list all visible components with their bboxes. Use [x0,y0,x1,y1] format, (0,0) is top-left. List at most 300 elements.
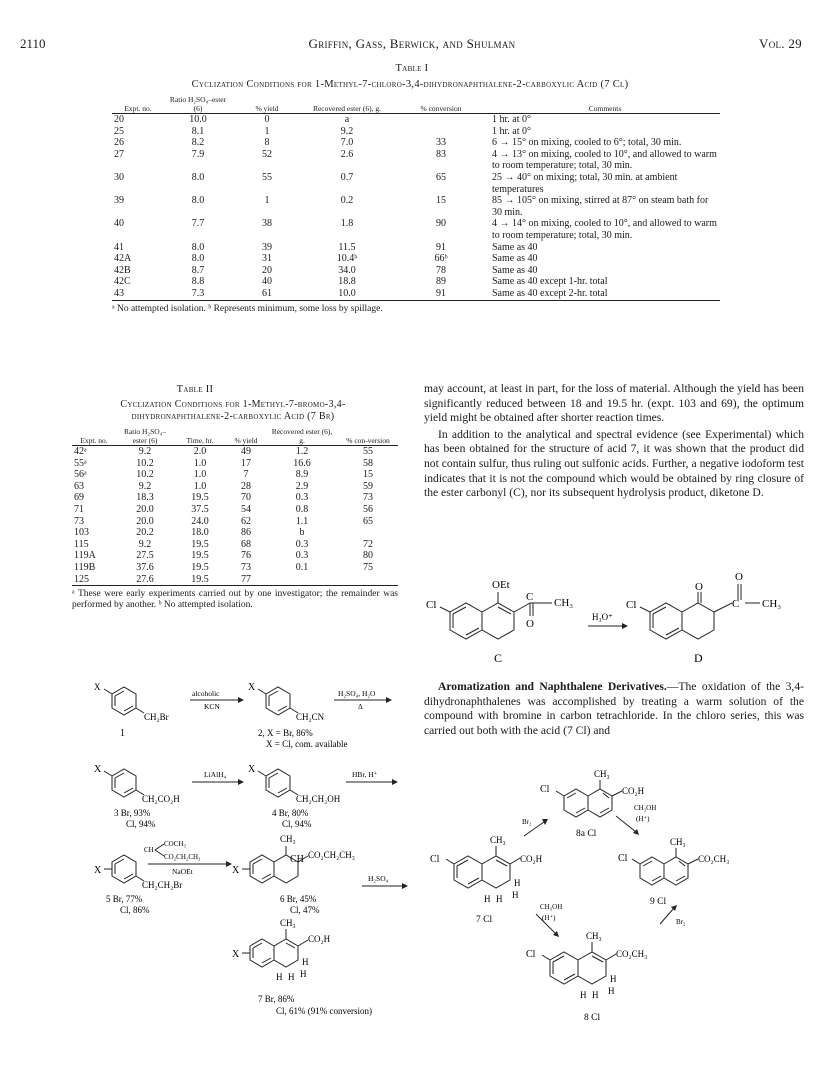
table1-header-expt: Expt. no. [124,104,152,113]
table1-row-cell: 91 [436,287,446,299]
table1-row-cell: 31 [262,253,272,265]
s7cl-cl: Cl [430,854,440,865]
arrowhead-3 [238,779,244,785]
table1-row-cell: 34.0 [338,264,356,276]
reagent-h-a: (H⁺) [542,914,556,922]
table1-title: Cyclization Conditions for 1-Methyl-7-chloro-3,4-dihydronaphthalene-2-carboxylic Acid (7 Cl) [191,79,629,90]
reagent-1-top: alcoholic [192,689,220,698]
s3-x: X [94,764,102,775]
label-7a: 7 Br, 86% [258,994,295,1004]
table1-row-cell: 18.8 [338,276,356,288]
table2-row-cell: 69 [74,492,84,504]
table2-row-cell: 54 [241,503,251,515]
table1-row-cell: 85 → 105° on mixing, stirred at 87° on steam bath for 30 min. [492,195,709,218]
running-header-volume: Vol. 29 [759,36,802,51]
body-text-section [424,680,804,738]
reagent-6: H₂SO₄ [368,874,389,883]
table2-row [72,492,398,504]
table1-row-cell: 90 [436,218,446,230]
table2-row-cell: 9.2 [138,446,152,457]
table2-row-cell: 17 [241,457,251,469]
table2-row-cell: 56 [363,503,373,515]
paragraph-3: —The oxidation of the 3,4-dihydronaphthalenes was accomplished by treating a warm solution of the compound with bromine in carbon tetrachloride. In the chloro series, this was carried out both with the acid (7 Cl) and [424,680,804,737]
table2-row-cell: 80 [363,550,373,562]
table2-row [72,574,398,586]
table2-row-cell: 19.5 [191,573,209,585]
table2-row [72,469,398,481]
table1-row-cell [392,114,490,126]
table1-row-cell: 10.0 [338,287,356,299]
table1-row-cell: 83 [436,148,446,160]
table2-row-cell: 1.1 [295,515,309,527]
table2-row-cell: 86 [241,527,251,539]
table2-row-cell: 37.5 [191,503,209,515]
table2-row-cell [338,574,398,586]
table2-row-cell: 73 [363,492,373,504]
s7-h3: H [276,972,283,982]
s5-ch2ch2br: CH₂CH₂Br [142,880,183,890]
table2-row-cell: 19.5 [191,561,209,573]
table2-row-cell: 119A [74,550,96,562]
table2-row [72,516,398,528]
table2-row-cell: 55ᵃ [74,457,87,469]
table1-row-cell: 55 [262,171,272,183]
table1-row-cell: 0 [264,114,270,125]
reagent-ch3oh-b: CH₃OH [634,804,657,812]
table1-row-cell: 40 [262,276,272,288]
label-8-cl: 8 Cl [584,1013,601,1023]
table1-header-comments: Comments [588,104,622,113]
table1-row-cell: 10.4ᵇ [336,253,358,265]
table2-row-cell: 2.9 [295,480,309,492]
reagent-h-b: (H⁺) [636,815,650,823]
table2-row-cell: 16.6 [293,457,311,469]
s1-x: X [94,682,101,692]
table1-row-cell: Same as 40 [492,253,538,265]
s7cl-co2h: CO₂H [520,854,543,864]
label-4b: Cl, 94% [282,819,312,829]
table1-header-conversion: % conversion [420,104,462,113]
table2-row-cell: 70 [241,492,251,504]
synthesis-scheme [94,676,420,1036]
table1-row-cell: 11.5 [338,241,356,253]
label-3b: Cl, 94% [126,819,156,829]
table1-row-cell: 8.0 [191,195,205,207]
reagent-5-base: NaOEt [172,867,193,876]
running-header-authors: Griffin, Gass, Berwick, and Shulman [308,36,516,51]
table2-row [72,562,398,574]
s9-cl: Cl [618,853,628,864]
table2-grid [72,427,398,586]
reagent-1-bottom: KCN [204,702,220,711]
table2-header-expt: Expt. no. [80,436,108,445]
reagent-5-bond-a [155,844,164,850]
table2-label: Table II [176,384,214,395]
table1-row-cell: 8 [264,137,270,149]
aromatization-scheme [424,764,816,1034]
table2-row-cell: 1.0 [193,457,207,469]
s7-x: X [232,949,240,960]
table1-row-cell: 25 → 40° on mixing; total, 30 min. at ambient temperatures [492,171,678,195]
label-9: 9 Cl [650,897,667,907]
table1-row-cell: 26 [114,137,124,149]
table1-row-cell: 25 [114,125,124,137]
table2-row-cell [338,527,398,539]
table2-header-time: Time, hr. [186,436,214,445]
table1-row-cell: a [344,114,350,125]
table2-row-cell: 18.3 [136,492,154,504]
table1-row-cell: 0.7 [340,171,354,183]
arrow-8a-to-9 [616,816,636,832]
structure-c [440,592,552,639]
s8a-cl: Cl [540,784,550,795]
table1-row-cell: 91 [436,241,446,253]
arrowhead-2 [386,697,392,703]
table1-row-cell: 10.0 [189,114,207,125]
table2-row-cell: 59 [363,480,373,492]
s8-h3: H [580,990,587,1000]
table2-row-cell: 10.2 [136,457,154,469]
body-text-top [424,382,804,501]
structure-8a [556,780,622,817]
c-ch3-label: CH₃ [554,597,574,609]
table1-row-cell: 1 hr. at 0° [492,125,531,137]
table2-row-cell: 20.0 [136,503,154,515]
s7cl-h4: H [496,894,503,904]
reagent-h3o: H₃O⁺ [592,612,613,622]
table2-row-cell: 1.0 [193,469,207,481]
table1-row-cell: 20 [114,114,124,125]
s9-co2ch3: CO₂CH₃ [698,854,730,864]
arrowhead-7-to-8a [542,819,548,825]
s6-x: X [232,865,240,876]
s7cl-h1: H [514,878,521,888]
table2-row-cell: 68 [241,538,251,550]
table2-header-conversion: % con-version [346,436,390,445]
table1-row [112,276,720,288]
table2-row-cell: 63 [74,480,84,492]
table2-row-cell: 75 [363,561,373,573]
table2-row [72,446,398,458]
table1 [112,95,720,315]
structure-1 [104,687,144,715]
table1-row [112,242,720,254]
table1-row-cell: 9.2 [340,125,354,137]
table2-row-cell: 37.6 [136,561,154,573]
d-o-label-1: O [695,581,703,593]
reagent-br2-a: Br₂ [522,818,532,826]
table2-row-cell: 0.3 [295,550,309,562]
table1-row-cell: 41 [114,241,124,253]
label-5b: Cl, 86% [120,905,150,915]
s8-cl: Cl [526,949,536,960]
s8-ch3: CH₃ [586,931,602,941]
table2-row-cell: 72 [363,538,373,550]
reagent-5b: CO₂CH₂CH₃ [164,853,201,861]
table1-row-cell: 42C [114,276,131,288]
s6-o: CH [290,854,304,865]
table1-row-cell: 8.2 [191,137,205,149]
table1-row-cell: 7.9 [191,148,205,160]
label-8a: 8a Cl [576,829,597,839]
table2-row-cell: 119B [74,561,96,573]
table2-row-cell: 103 [74,527,89,539]
table2-row-cell: 58 [363,457,373,469]
table1-row-cell: 8.1 [191,125,205,137]
label-5a: 5 Br, 77% [106,894,143,904]
reagent-5a: COCH₃ [164,840,186,848]
label-7b: Cl, 61% (91% conversion) [276,1006,372,1016]
table1-footnote: ᵃ No attempted isolation. ᵇ Represents minimum, some loss by spillage. [112,303,383,314]
paragraph-1: may account, at least in part, for the loss of material. Although the yield has been significantly reduced between 18 and 19.5 hr. (expt. 103 and 69), the optimum yield might be obtained after shorter reaction times. [424,382,804,425]
scheme-c-to-d [420,560,810,675]
table1-row-cell: Same as 40 except 2-hr. total [492,287,608,299]
arrowhead-c-to-d [622,623,628,629]
table1-row-cell: 0.2 [340,195,354,207]
d-ch3-label: CH₃ [762,598,782,610]
structure-2 [258,687,298,715]
reagent-5-bond-b [155,850,164,856]
table1-row-cell: Same as 40 except 1-hr. total [492,276,608,288]
s6-ch3: CH₃ [280,834,296,844]
table1-row [112,288,720,300]
table2-row-cell: 42ᵃ [74,446,87,457]
table1-row-cell: 78 [436,264,446,276]
table2-row-cell: 0.1 [295,561,309,573]
table2-row-cell: 76 [241,550,251,562]
table2-row [72,527,398,539]
table2-row-cell: 0.3 [295,492,309,504]
d-carbon-label: C [732,598,740,610]
table1-row-cell: 8.7 [191,264,205,276]
table2-row-cell: 0.8 [295,503,309,515]
s7cl-h2: H [512,890,519,900]
table2-row-cell: 19.5 [191,550,209,562]
reagent-2-top: H₂SO₄, H₂O [338,689,376,698]
table2-row-cell: 9.2 [138,538,152,550]
table1-grid [112,95,720,301]
table2-row [72,458,398,470]
table1-row-cell: 1 [264,195,270,207]
table2-row-cell: 20.0 [136,515,154,527]
table1-row-cell: 7.3 [191,287,205,299]
table1-row-cell: 1.8 [340,218,354,230]
table1-row-cell: 15 [436,195,446,207]
s9-ch3: CH₃ [670,837,686,847]
s7cl-ch3: CH₃ [490,835,506,845]
s7-h4: H [288,972,295,982]
s5-x: X [94,865,102,876]
table1-row-cell: 42A [114,253,132,265]
table2-row-cell: 1.2 [295,446,309,457]
s8-co2ch3: CO₂CH₃ [616,949,648,959]
table1-row-cell: 65 [436,171,446,183]
arrowhead-1 [238,697,244,703]
table2-row [72,539,398,551]
table2-row-cell: 71 [74,503,84,515]
table1-row-cell: 7.7 [191,218,205,230]
s8a-co2h: CO₂H [622,786,645,796]
table2-header-ratio: Ratio H₂SO₄–ester (6) [123,427,167,445]
label-2b: X = Cl, com. available [266,739,348,749]
c-o-label: O [526,618,534,630]
reagent-3: LiAlH₄ [204,770,227,779]
arrow-8-to-9 [660,908,674,924]
table1-row [112,137,720,149]
table2-row-cell: 115 [74,538,89,550]
table1-header-recovered: Recovered ester (6), g. [312,104,382,113]
table2-row-cell [266,574,338,586]
arrowhead-6 [402,883,408,889]
table1-row-cell: 30 [114,171,124,183]
s7cl-h3: H [484,894,491,904]
d-o-label-2: O [735,571,743,583]
arrowhead-4 [392,779,398,785]
table1-row-cell: 4 → 14° on mixing, cooled to 10°, and allowed to warm to room temperature; total, 30 min. [492,218,717,241]
structure-7-cl [446,846,520,888]
structure-8-cl [542,942,616,984]
table1-row-cell: 8.0 [191,171,205,183]
reagent-ch3oh-a: CH₃OH [540,903,563,911]
structure-3 [104,769,144,797]
s7-co2h: CO₂H [308,934,331,944]
table2-row [72,481,398,493]
table1-row-cell: 61 [262,287,272,299]
table2-row-cell: 73 [74,515,84,527]
page-number: 2110 [20,36,46,51]
table1-row-cell: Same as 40 [492,264,538,276]
table1-row [112,253,720,265]
table2-row-cell: 28 [241,480,251,492]
table1-row-cell: 39 [262,241,272,253]
table2-row-cell: 9.2 [138,480,152,492]
table1-row-cell: 33 [436,137,446,149]
table2-row-cell: 125 [74,573,89,585]
s8-h1: H [610,974,617,984]
structure-7 [242,929,308,967]
table2-row-cell: 19.5 [191,538,209,550]
structure-4 [258,769,298,797]
table1-row-cell: 2.6 [340,148,354,160]
table2-row-cell: 18.0 [191,527,209,539]
table1-row [112,126,720,138]
reagent-4: HBr, H⁺ [352,770,378,779]
table2-row-cell: 62 [241,515,251,527]
table2-row-cell: 27.5 [136,550,154,562]
c-carbon-label: C [526,591,534,603]
table2-row-cell: 77 [241,573,251,585]
table1-row [112,149,720,172]
table1-row-cell: 39 [114,195,124,207]
table1-header-yield: % yield [255,104,279,113]
s7-h2: H [300,969,307,979]
table1-row-cell: 1 hr. at 0° [492,114,531,125]
table1-row-cell: 4 → 13° on mixing, cooled to 10°, and allowed to warm to room temperature; total, 30 min. [492,148,717,172]
table1-row-cell: 8.0 [191,253,205,265]
reagent-br2-b: Br₂ [676,918,686,926]
table2-row-cell: 55 [363,446,373,457]
paragraph-2: In addition to the analytical and spectral evidence (see Experimental) which has been obtained for the structure of acid 7, it was shown that the product did not contain sulfur, thus ruling out sulfonic acids. Further, a negative iodoform test indicates that it is not the compound which would be obtained by ring closure of the ester carbonyl (C), nor its subsequent hydrolysis product, diketone D. [424,427,804,500]
s2-x: X [248,682,256,693]
s7-ch3: CH₃ [280,918,296,928]
table1-row-cell: 8.8 [191,276,205,288]
table2-row-cell: 49 [241,446,251,457]
table1-row-cell: 20 [262,264,272,276]
table2-footnote: ᵃ These were early experiments carried out by one investigator; the remainder was performed by another. ᵇ No attempted isolation. [72,589,398,611]
table1-row-cell: 7.0 [340,137,354,149]
table1-row-cell: 43 [114,287,124,299]
structure-5 [104,855,144,883]
label-2a: 2, X = Br, 86% [258,728,313,738]
table1-row-cell: 42B [114,264,131,276]
label-1: 1 [120,728,125,739]
s8-h4: H [592,990,599,1000]
d-cl-label: Cl [626,599,637,611]
table2-row-cell: 10.2 [136,469,154,481]
table1-row-cell: 1 [264,125,270,137]
s4-x: X [248,764,256,775]
table2-row-cell: 56ᵃ [74,469,87,481]
table1-row-cell: 38 [262,218,272,230]
table2-body [72,446,398,586]
s4-ch2ch2oh: CH₂CH₂OH [296,794,341,804]
table1-row [112,195,720,218]
reagent-5-ch: CH [144,846,154,854]
table1-row [112,218,720,241]
table2-row-cell: 24.0 [191,515,209,527]
table1-row-cell: 66ᵇ [434,253,448,265]
table1-row-cell: 8.0 [191,241,205,253]
label-3a: 3 Br, 93% [114,808,151,818]
s7-h1: H [302,957,309,967]
section-heading: Aromatization and Naphthalene Derivatives. [438,680,667,693]
table1-row-cell: Same as 40 [492,241,538,253]
label-7-cl: 7 Cl [476,915,493,925]
table1-row [112,172,720,195]
table2-row-cell: 27.6 [136,573,154,585]
table1-row-cell [392,126,490,138]
c-oet-label: OEt [492,579,510,591]
c-cl-label: Cl [426,599,437,611]
table2-row-cell: 73 [241,561,251,573]
table2-row-cell: 19.5 [191,492,209,504]
table1-body [112,114,720,301]
table2-row-cell: 15 [363,469,373,481]
structure-9-cl [632,848,698,885]
table2-header-recovered: Recovered ester (6), g. [271,427,333,445]
table2 [72,427,398,611]
table1-row [112,265,720,277]
table2-row-cell: 65 [363,515,373,527]
table1-row-cell: 27 [114,148,124,160]
s2-ch2cn: CH₂CN [296,712,325,722]
table2-row [72,504,398,516]
label-c: C [494,651,503,665]
table2-row-cell: 20.2 [136,527,154,539]
table2-row-cell: 2.0 [193,446,207,457]
table2-row-cell: 0.3 [295,538,309,550]
table1-row-cell: 6 → 15° on mixing, cooled to 6°; total, 30 min. [492,137,682,149]
label-6a: 6 Br, 45% [280,894,317,904]
table1-row-cell: 40 [114,218,124,230]
table2-row-cell: 8.9 [295,469,309,481]
table2-row-cell: 7 [243,469,249,481]
s1-ch2br: CH₂Br [144,712,169,722]
table1-row [112,114,720,126]
label-6b: Cl, 47% [290,905,320,915]
table2-row-cell: 1.0 [193,480,207,492]
table2-title: Cyclization Conditions for 1-Methyl-7-bromo-3,4-dihydronaphthalene-2-carboxylic Acid (7 Br) [120,399,346,422]
